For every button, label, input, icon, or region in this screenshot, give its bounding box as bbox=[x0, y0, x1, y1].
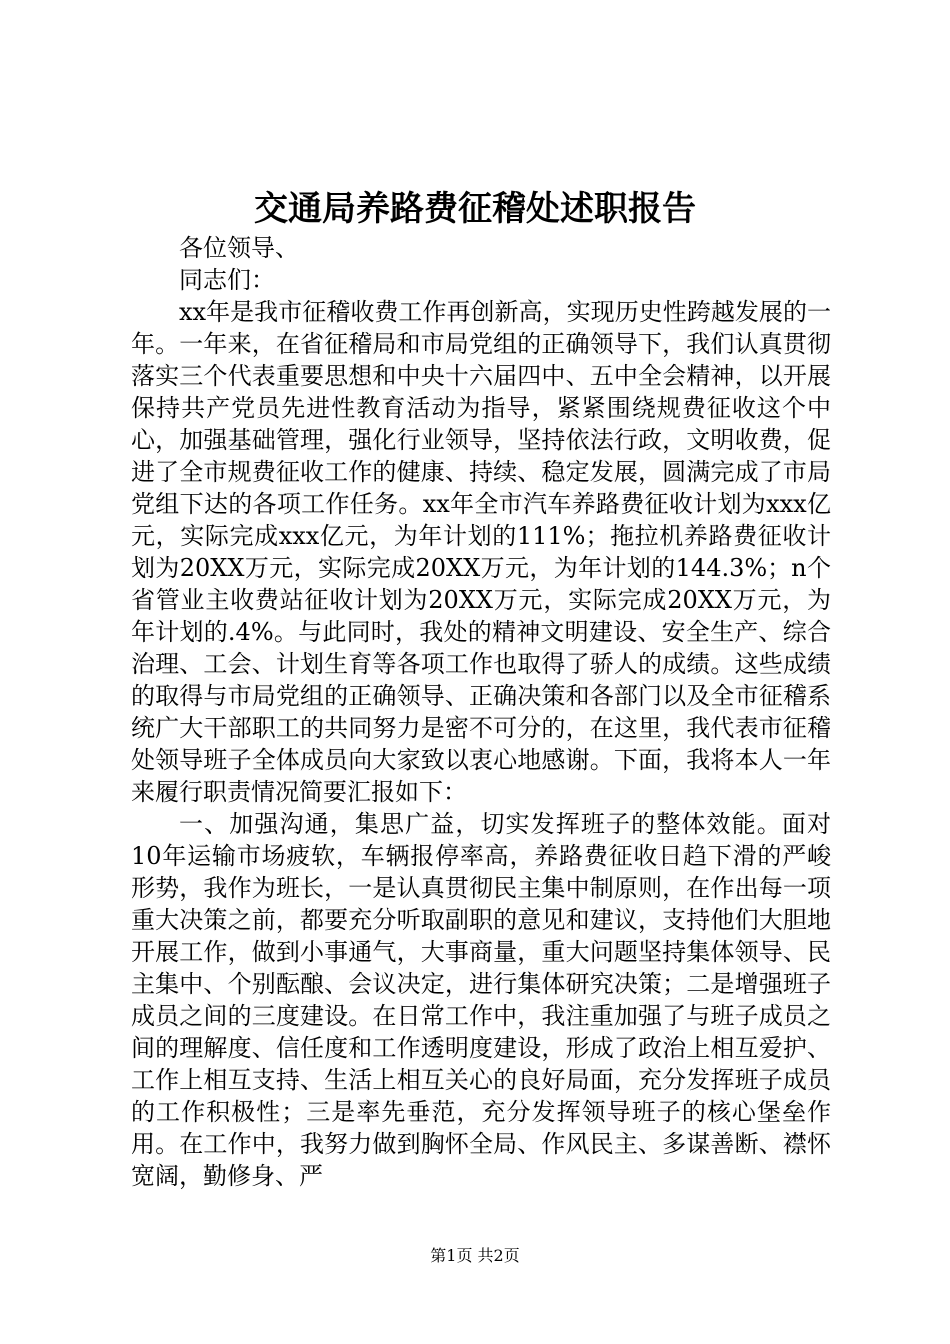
page-title: 交通局养路费征稽处述职报告 bbox=[254, 189, 696, 229]
page-footer: 第1页 共2页 bbox=[430, 1246, 520, 1265]
paragraph-1: xx年是我市征稽收费工作再创新高，实现历史性跨越发展的一年。一年来，在省征稽局和市局党组的正确领导下，我们认真贯彻落实三个代表重要思想和中央十六届四中、五中全会精神，以开展保持共产党员先进性教育活动为指导，紧紧围绕规费征收这个中心，加强基础管理，强化行业领导，坚持依法行政，文明收费，促进了全市规费征收工作的健康、持续、稳定发展，圆满完成了市局党组下达的各项工作任务。xx年全市汽车养路费征收计划为xxx亿元，实际完成xxx亿元，为年计划的111%；拖拉机养路费征收计划为20XX万元，实际完成20XX万元，为年计划的144.3%；n个省管业主收费站征收计划为20XX万元，实际完成20XX万元，为年计划的.4%。与此同时，我处的精神文明建设、安全生产、综合治理、工会、计划生育等各项工作也取得了骄人的成绩。这些成绩的取得与市局党组的正确领导、正确决策和各部门以及全市征稽系统广大干部职工的共同努力是密不可分的，在这里，我代表市征稽处领导班子全体成员向大家致以衷心地感谢。下面，我将本人一年来履行职责情况简要汇报如下： bbox=[131, 298, 831, 806]
salutation-line-1: 各位领导、 bbox=[179, 234, 299, 262]
salutation-line-2: 同志们： bbox=[179, 266, 275, 294]
paragraph-2: 一、加强沟通，集思广益，切实发挥班子的整体效能。面对10年运输市场疲软，车辆报停率高，养路费征收日趋下滑的严峻形势，我作为班长，一是认真贯彻民主集中制原则，在作出每一项重大决策之前，都要充分听取副职的意见和建议，支持他们大胆地开展工作，做到小事通气，大事商量，重大问题坚持集体领导、民主集中、个别酝酿、会议决定，进行集体研究决策；二是增强班子成员之间的三度建设。在日常工作中，我注重加强了与班子成员之间的理解度、信任度和工作透明度建设，形成了政治上相互爱护、工作上相互支持、生活上相互关心的良好局面，充分发挥班子成员的工作积极性；三是率先垂范，充分发挥领导班子的核心堡垒作用。在工作中，我努力做到胸怀全局、作风民主、多谋善断、襟怀宽阔，勤修身、严 bbox=[131, 810, 831, 1190]
document-body bbox=[131, 232, 831, 1192]
